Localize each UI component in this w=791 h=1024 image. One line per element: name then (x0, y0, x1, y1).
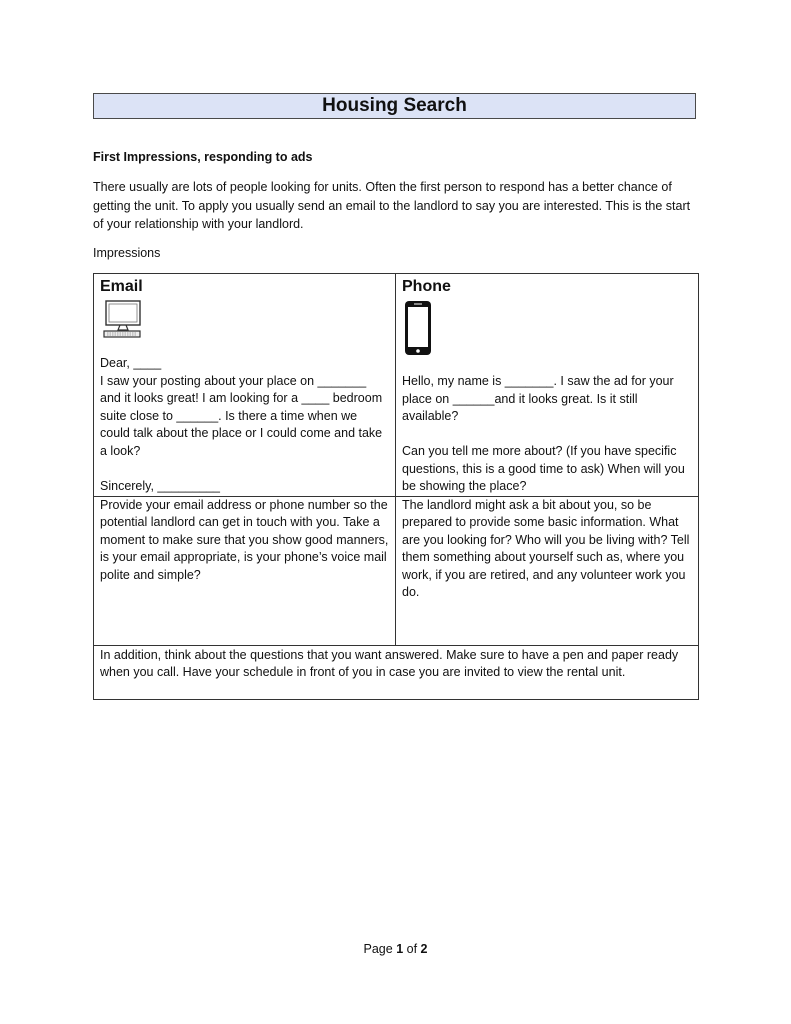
phone-script-questions: Can you tell me more about? (If you have specific questions, this is a good time to ask) When will you be showing the place? (402, 444, 685, 493)
table-row (94, 274, 699, 497)
phone-advice: The landlord might ask a bit about you, so be prepared to provide some basic information. What are you looking for? Who will you be living with? Tell them something about yourself such as, where you work, if you are retired, and any volunteer work you do. (402, 497, 690, 599)
title-banner (93, 93, 696, 119)
phone-cell (396, 274, 699, 497)
email-body: I saw your posting about your place on _______ and it looks great! I am looking for a ____ bedroom suite close to ______. Is there a time when we could talk about the place or I could come and take a look? (100, 373, 383, 458)
page-current: 1 (396, 942, 404, 956)
page-total: 2 (420, 942, 428, 956)
email-advice-cell (94, 496, 396, 645)
impressions-table (93, 273, 699, 700)
footer-note: In addition, think about the questions that you want answered. Make sure to have a pen and paper ready when you call. Have your schedule in front of you in case you are invited to view the rental unit. (100, 647, 679, 679)
table-row (94, 645, 699, 699)
page-number (0, 942, 791, 956)
table-row (94, 496, 699, 645)
page-separator: of (403, 942, 421, 956)
section-subheading: First Impressions, responding to ads (93, 150, 313, 164)
phone-heading: Phone (402, 278, 451, 295)
footer-note-cell (94, 645, 699, 699)
computer-icon-graphic (100, 299, 144, 343)
intro-paragraph: There usually are lots of people looking for units. Often the first person to respond has a better chance of getting the unit. To apply you usually send an email to the landlord to say you are interested. This is the start of your relationship with your landlord. (93, 180, 691, 231)
impressions-label: Impressions (93, 246, 161, 260)
phone-script-intro: Hello, my name is _______. I saw the ad for your place on ______and it looks great. Is it still available? (402, 374, 674, 423)
email-cell (94, 274, 396, 497)
email-greeting: Dear, ____ (100, 356, 162, 370)
phone-advice-cell (396, 496, 699, 645)
smartphone-icon (402, 299, 692, 373)
email-closing: Sincerely, _________ (100, 478, 220, 493)
page-title: Housing Search (322, 95, 467, 116)
page-prefix: Page (363, 942, 397, 956)
email-advice: Provide your email address or phone number so the potential landlord can get in touch with you. Take a moment to make sure that you show good manners, is your email appropriate, is your phone’s voice mail polite and simple? (100, 497, 389, 582)
smartphone-icon-graphic (402, 299, 436, 359)
email-heading: Email (100, 278, 143, 295)
computer-icon (100, 299, 389, 355)
